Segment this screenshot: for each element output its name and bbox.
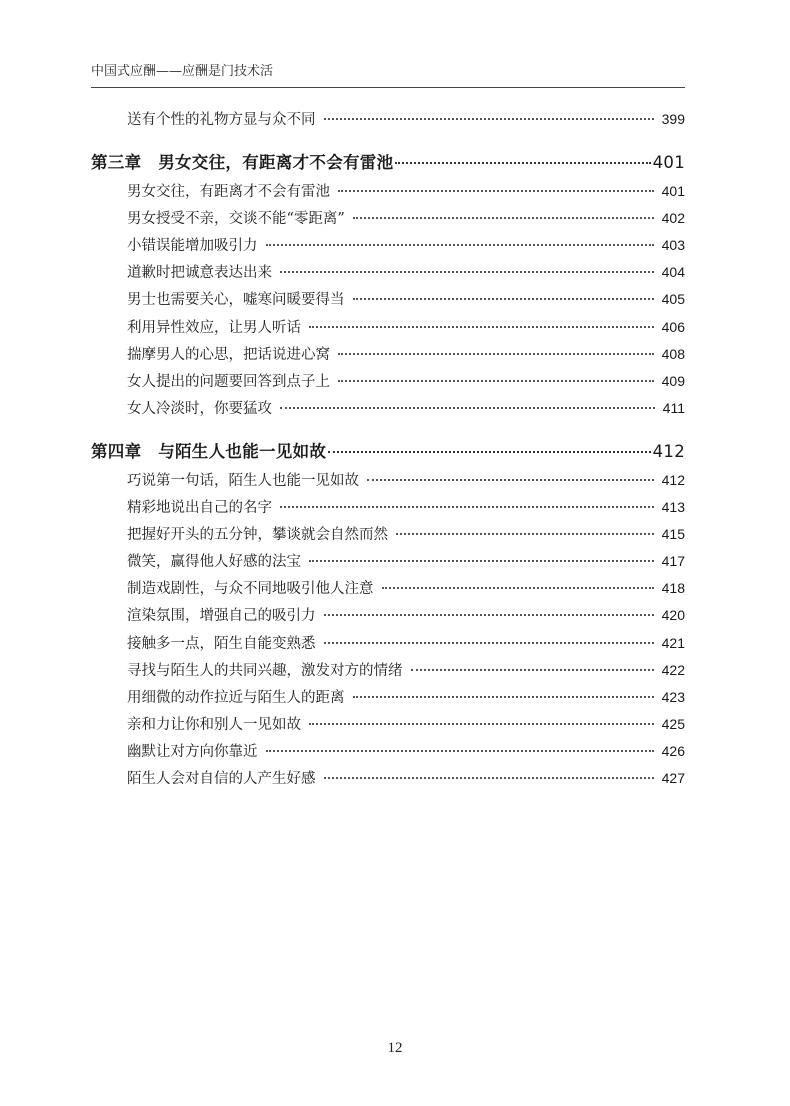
toc-entry-page: 426 [661,742,685,759]
toc-entry-page: 427 [661,769,685,786]
toc-dot-leader [353,217,654,219]
toc-chapter-heading[interactable] [91,148,685,178]
toc-entry-title: 男士也需要关心，嘘寒问暖要得当 [127,292,345,309]
toc-entry-page: 412 [661,471,685,488]
toc-entry-title: 制造戏剧性，与众不同地吸引他人注意 [127,581,374,598]
toc-dot-leader [324,777,654,779]
toc-entry-page: 413 [661,499,685,516]
toc-entry[interactable] [91,106,685,133]
toc-entry-title: 道歉时把诚意表达出来 [127,265,272,282]
toc-entry-page: 406 [661,318,685,335]
toc-entry[interactable] [91,178,685,205]
toc-entry[interactable] [91,232,685,259]
toc-entry-title: 利用异性效应，让男人听话 [127,319,301,336]
toc-entry[interactable] [91,711,685,738]
toc-entry-page: 405 [661,291,685,308]
toc-entry-page: 409 [661,372,685,389]
toc-dot-leader [338,190,654,192]
toc-entry-page: 403 [661,237,685,254]
toc-chapter-page: 401 [652,153,685,173]
toc-entry[interactable] [91,765,685,792]
toc-dot-leader [411,669,654,671]
toc-chapter-3 [91,148,685,422]
toc-entry-title: 微笑，赢得他人好感的法宝 [127,554,301,571]
toc-entry-page: 422 [661,661,685,678]
running-title: 中国式应酬——应酬是门技术活 [91,64,274,79]
table-of-contents [91,106,685,792]
toc-entry[interactable] [91,259,685,286]
toc-entry[interactable] [91,684,685,711]
toc-carryover-group [91,106,685,133]
toc-dot-leader [309,326,654,328]
toc-entry-page: 411 [662,399,685,416]
toc-entry[interactable] [91,575,685,602]
toc-entry[interactable] [91,341,685,368]
toc-entry-title: 男女授受不亲，交谈不能“零距离” [127,211,345,228]
toc-chapter-page: 412 [652,441,685,461]
toc-entry[interactable] [91,657,685,684]
toc-entry-page: 423 [661,688,685,705]
toc-entry-title: 女人冷淡时，你要猛攻 [127,400,272,417]
toc-entry-title: 揣摩男人的心思，把话说进心窝 [127,346,330,363]
toc-dot-leader [324,642,654,644]
toc-entry[interactable] [91,286,685,313]
toc-chapter-heading[interactable] [91,437,685,467]
toc-entry-title: 幽默让对方向你靠近 [127,743,258,760]
toc-dot-leader [280,407,655,409]
toc-entry[interactable] [91,395,685,422]
toc-dot-leader [338,380,654,382]
toc-entry[interactable] [91,368,685,395]
toc-dot-leader [309,560,654,562]
toc-entry[interactable] [91,314,685,341]
toc-entry-title: 巧说第一句话，陌生人也能一见如故 [127,472,359,489]
toc-entry-title: 男女交往，有距离才不会有雷池 [127,184,330,201]
toc-dot-leader [328,451,650,453]
toc-entry[interactable] [91,467,685,494]
toc-entry[interactable] [91,205,685,232]
page-number: 12 [387,1040,403,1056]
toc-entry-page: 417 [661,553,685,570]
toc-entry-page: 415 [661,526,685,543]
toc-entry-page: 408 [661,345,685,362]
toc-dot-leader [353,696,654,698]
toc-dot-leader [367,479,654,481]
toc-entry[interactable] [91,521,685,548]
toc-entry-page: 418 [661,580,685,597]
toc-dot-leader [338,353,654,355]
toc-entry[interactable] [91,494,685,521]
toc-entry-title: 把握好开头的五分钟，攀谈就会自然而然 [127,527,388,544]
toc-dot-leader [309,723,654,725]
toc-entry-title: 送有个性的礼物方显与众不同 [127,112,316,128]
toc-entry-title: 寻找与陌生人的共同兴趣，激发对方的情绪 [127,662,403,679]
toc-entry-title: 渲染氛围，增强自己的吸引力 [127,608,316,625]
toc-entry-title: 女人提出的问题要回答到点子上 [127,373,330,390]
toc-entry[interactable] [91,738,685,765]
toc-entry-title: 用细微的动作拉近与陌生人的距离 [127,689,345,706]
toc-entry[interactable] [91,548,685,575]
toc-entry-title: 陌生人会对自信的人产生好感 [127,770,316,787]
toc-entry-title: 亲和力让你和别人一见如故 [127,716,301,733]
toc-dot-leader [382,587,654,589]
toc-entry-page: 421 [661,634,685,651]
toc-entry-page: 402 [661,210,685,227]
toc-entry-page: 401 [661,183,685,200]
running-header [91,62,685,88]
toc-dot-leader [324,614,654,616]
toc-chapter-title: 第四章 与陌生人也能一见如故 [91,441,327,461]
toc-dot-leader [324,118,654,120]
toc-chapter-4 [91,437,685,792]
toc-dot-leader [280,506,654,508]
toc-dot-leader [353,298,654,300]
toc-dot-leader [266,244,654,246]
toc-dot-leader [266,750,654,752]
toc-dot-leader [396,533,654,535]
toc-dot-leader [395,162,650,164]
toc-chapter-title: 第三章 男女交往，有距离才不会有雷池 [91,153,394,173]
toc-entry-page: 425 [661,715,685,732]
toc-entry-page: 399 [661,111,685,127]
toc-entry-title: 精彩地说出自己的名字 [127,500,272,517]
toc-dot-leader [280,271,654,273]
toc-entry[interactable] [91,630,685,657]
toc-entry-title: 小错误能增加吸引力 [127,238,258,255]
toc-entry[interactable] [91,602,685,629]
toc-entry-page: 404 [661,264,685,281]
toc-entry-title: 接触多一点，陌生自能变熟悉 [127,635,316,652]
toc-entry-page: 420 [661,607,685,624]
